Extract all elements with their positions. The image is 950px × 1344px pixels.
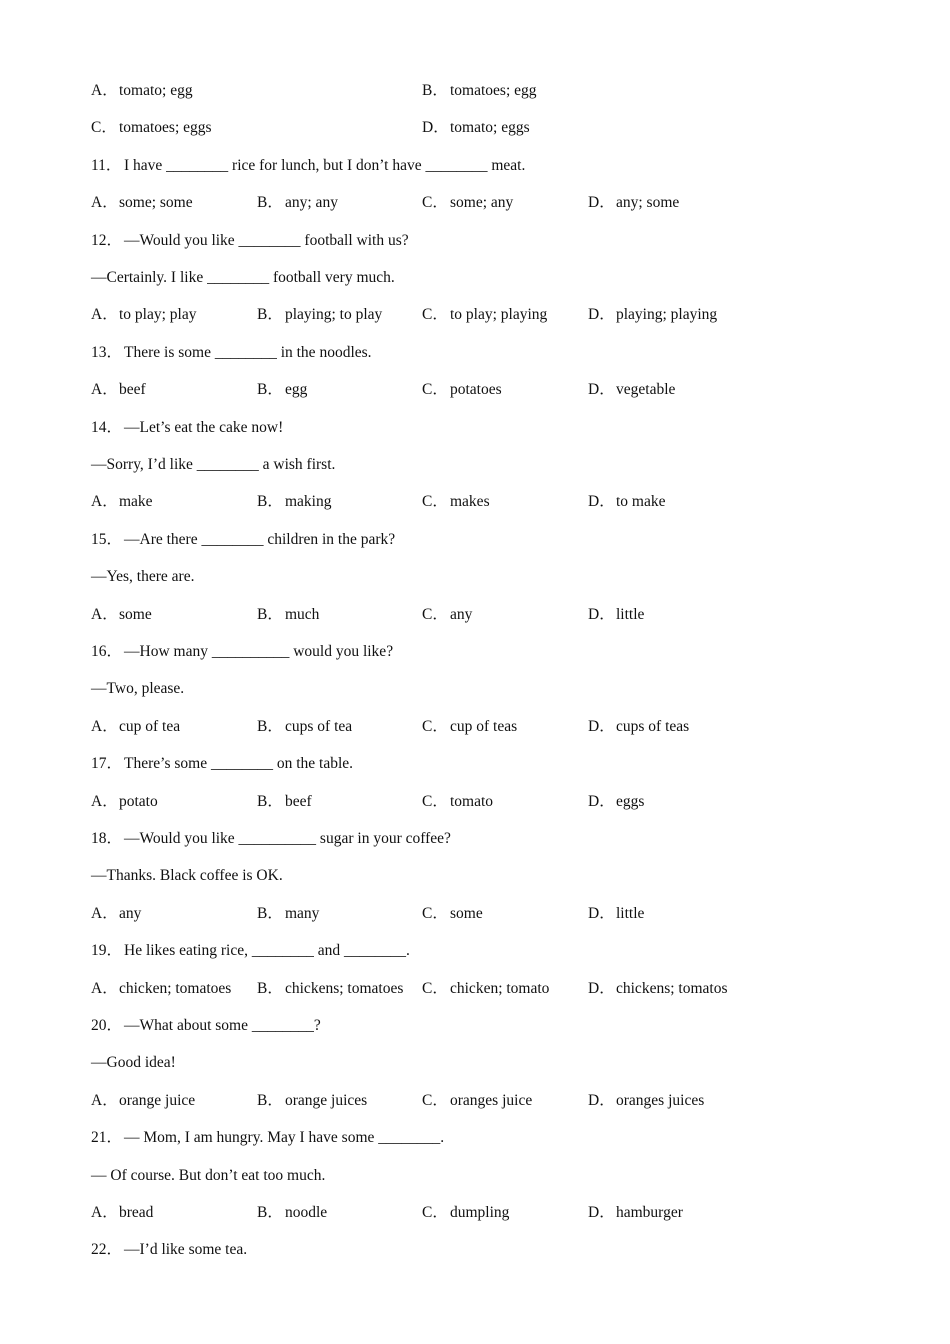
option-letter: C． xyxy=(422,306,448,324)
option-text: orange juices xyxy=(285,1091,368,1109)
option-text: to make xyxy=(616,493,666,511)
option-letter: B． xyxy=(257,605,283,623)
option-letter: A． xyxy=(91,381,118,399)
option-letter: A． xyxy=(91,306,118,324)
option-letter: D． xyxy=(588,717,615,735)
option-text: chickens; tomatos xyxy=(616,979,728,997)
option-text: tomato; eggs xyxy=(450,119,530,137)
option-letter: A． xyxy=(91,1091,118,1109)
option-text: tomato xyxy=(450,792,494,810)
answer-option xyxy=(422,192,513,214)
question-number: 21． xyxy=(91,1129,123,1147)
dialogue-text: —Yes, there are. xyxy=(91,568,195,586)
option-letter: C． xyxy=(422,1204,448,1221)
question-stem xyxy=(91,529,395,551)
option-letter: A． xyxy=(91,493,118,511)
answer-option xyxy=(588,192,679,214)
question-text: He likes eating rice, ________ and ________. xyxy=(124,942,410,960)
option-text: hamburger xyxy=(616,1204,683,1221)
answer-option xyxy=(422,379,502,401)
answer-option xyxy=(91,1202,153,1224)
answer-option xyxy=(588,716,689,738)
option-text: vegetable xyxy=(616,381,676,399)
answer-option xyxy=(257,491,332,513)
answer-option xyxy=(257,791,312,813)
option-letter: C． xyxy=(422,1091,448,1109)
answer-option xyxy=(422,903,483,925)
answer-option xyxy=(588,379,675,401)
option-text: some xyxy=(119,605,152,623)
option-letter: B． xyxy=(257,904,283,922)
question-number: 11． xyxy=(91,156,122,174)
option-letter: A． xyxy=(91,717,118,735)
option-text: make xyxy=(119,493,153,511)
option-letter: D． xyxy=(588,1091,615,1109)
answer-option xyxy=(588,903,644,925)
option-letter: A． xyxy=(91,1204,118,1221)
answer-option xyxy=(257,604,319,626)
answer-option xyxy=(588,304,717,326)
option-text: cups of tea xyxy=(285,717,353,735)
answer-option xyxy=(422,1202,509,1224)
answer-option xyxy=(91,379,146,401)
option-letter: B． xyxy=(257,194,283,212)
answer-option xyxy=(91,1090,195,1112)
question-text: —Would you like __________ sugar in your coffee? xyxy=(124,830,451,847)
option-text: some xyxy=(450,904,483,922)
answer-option xyxy=(588,604,644,626)
question-number: 16． xyxy=(91,643,123,660)
option-text: any; any xyxy=(285,194,338,212)
question-text: —Are there ________ children in the park? xyxy=(124,530,396,548)
option-text: tomato; egg xyxy=(119,82,193,99)
question-text: —I’d like some tea. xyxy=(124,1241,248,1259)
option-letter: C． xyxy=(91,119,117,137)
answer-option xyxy=(91,604,152,626)
dialogue-text: —Certainly. I like ________ football very much. xyxy=(91,269,395,286)
option-text: orange juice xyxy=(119,1091,196,1109)
answer-option xyxy=(588,978,728,1000)
option-text: bread xyxy=(119,1204,154,1221)
answer-option xyxy=(422,1090,532,1112)
option-text: to play; play xyxy=(119,306,197,324)
dialogue-line xyxy=(91,454,335,476)
option-text: chicken; tomatoes xyxy=(119,979,232,997)
answer-option xyxy=(422,978,549,1000)
answer-option xyxy=(422,791,493,813)
dialogue-line xyxy=(91,566,194,588)
answer-option xyxy=(91,491,153,513)
option-letter: B． xyxy=(257,1091,283,1109)
option-text: tomatoes; eggs xyxy=(119,119,212,137)
option-letter: D． xyxy=(588,493,615,511)
option-letter: B． xyxy=(257,306,283,324)
dialogue-text: — Of course. But don’t eat too much. xyxy=(91,1166,326,1184)
option-text: potato xyxy=(119,792,158,810)
option-letter: D． xyxy=(588,605,615,623)
question-stem xyxy=(91,417,283,439)
option-text: beef xyxy=(119,381,146,399)
option-text: makes xyxy=(450,493,490,511)
answer-option xyxy=(422,716,517,738)
question-stem xyxy=(91,828,451,850)
question-number: 22． xyxy=(91,1241,123,1259)
dialogue-text: —Sorry, I’d like ________ a wish first. xyxy=(91,456,336,473)
option-text: some; any xyxy=(450,194,514,212)
answer-option xyxy=(422,80,537,102)
answer-option xyxy=(422,604,472,626)
answer-option xyxy=(91,117,212,139)
question-stem xyxy=(91,940,410,962)
option-letter: B． xyxy=(257,1204,283,1221)
answer-option xyxy=(588,491,666,513)
answer-option xyxy=(588,791,644,813)
option-text: many xyxy=(285,904,320,922)
option-letter: A． xyxy=(91,605,118,623)
question-stem xyxy=(91,641,393,663)
option-letter: B． xyxy=(257,717,283,735)
option-text: little xyxy=(616,904,645,922)
option-text: cup of tea xyxy=(119,717,181,735)
option-letter: D． xyxy=(588,306,615,324)
question-number: 14． xyxy=(91,418,123,436)
option-text: some; some xyxy=(119,194,193,212)
option-letter: C． xyxy=(422,904,448,922)
answer-option xyxy=(257,716,352,738)
question-text: There is some ________ in the noodles. xyxy=(124,343,372,361)
answer-option xyxy=(257,379,307,401)
answer-option xyxy=(588,1090,704,1112)
option-letter: D． xyxy=(588,792,615,810)
option-text: any; some xyxy=(616,194,680,212)
option-text: tomatoes; egg xyxy=(450,82,537,99)
option-text: noodle xyxy=(285,1204,328,1221)
dialogue-line xyxy=(91,678,184,700)
option-text: oranges juice xyxy=(450,1091,533,1109)
option-text: egg xyxy=(285,381,308,399)
answer-option xyxy=(257,304,382,326)
answer-option xyxy=(422,117,530,139)
question-number: 19． xyxy=(91,942,123,960)
option-letter: C． xyxy=(422,194,448,212)
option-letter: D． xyxy=(588,194,615,212)
option-letter: D． xyxy=(422,119,449,137)
option-text: oranges juices xyxy=(616,1091,705,1109)
answer-option xyxy=(91,192,193,214)
option-letter: C． xyxy=(422,717,448,735)
question-number: 18． xyxy=(91,830,123,847)
option-text: cups of teas xyxy=(616,717,690,735)
question-text: —Would you like ________ football with us? xyxy=(124,231,409,249)
option-letter: A． xyxy=(91,194,118,212)
answer-option xyxy=(257,903,319,925)
dialogue-line xyxy=(91,1165,325,1187)
question-number: 17． xyxy=(91,755,123,773)
answer-option xyxy=(422,491,490,513)
option-text: to play; playing xyxy=(450,306,548,324)
dialogue-line xyxy=(91,1052,176,1074)
option-letter: D． xyxy=(588,381,615,399)
question-text: —Let’s eat the cake now! xyxy=(124,418,284,436)
option-text: any xyxy=(119,904,142,922)
question-stem xyxy=(91,1239,247,1261)
option-text: eggs xyxy=(616,792,645,810)
option-text: cup of teas xyxy=(450,717,518,735)
dialogue-text: —Thanks. Black coffee is OK. xyxy=(91,867,283,885)
question-stem xyxy=(91,155,525,177)
question-text: —How many __________ would you like? xyxy=(124,643,394,660)
answer-option xyxy=(257,978,403,1000)
option-text: playing; to play xyxy=(285,306,383,324)
dialogue-text: —Good idea! xyxy=(91,1054,176,1072)
question-number: 12． xyxy=(91,231,123,249)
question-text: I have ________ rice for lunch, but I don’t have ________ meat. xyxy=(124,156,526,174)
option-letter: B． xyxy=(257,792,283,810)
question-number: 13． xyxy=(91,343,123,361)
option-letter: A． xyxy=(91,82,118,99)
question-text: There’s some ________ on the table. xyxy=(124,755,354,773)
option-letter: B． xyxy=(257,979,283,997)
answer-option xyxy=(91,903,141,925)
dialogue-line xyxy=(91,267,395,289)
question-stem xyxy=(91,1127,444,1149)
option-letter: B． xyxy=(422,82,448,99)
answer-option xyxy=(91,304,197,326)
option-letter: A． xyxy=(91,979,118,997)
option-text: potatoes xyxy=(450,381,502,399)
question-number: 15． xyxy=(91,530,123,548)
option-letter: C． xyxy=(422,381,448,399)
answer-option xyxy=(257,1090,367,1112)
answer-option xyxy=(422,304,547,326)
option-letter: D． xyxy=(588,1204,615,1221)
answer-option xyxy=(91,716,180,738)
answer-option xyxy=(588,1202,683,1224)
option-letter: A． xyxy=(91,904,118,922)
answer-option xyxy=(91,80,193,102)
option-letter: B． xyxy=(257,493,283,511)
option-text: little xyxy=(616,605,645,623)
option-letter: A． xyxy=(91,792,118,810)
option-letter: C． xyxy=(422,979,448,997)
option-letter: C． xyxy=(422,605,448,623)
question-stem xyxy=(91,230,409,252)
question-text: —What about some ________? xyxy=(124,1017,321,1034)
answer-option xyxy=(257,1202,327,1224)
dialogue-text: —Two, please. xyxy=(91,680,185,698)
option-text: making xyxy=(285,493,332,511)
option-text: much xyxy=(285,605,320,623)
option-letter: D． xyxy=(588,904,615,922)
option-letter: D． xyxy=(588,979,615,997)
dialogue-line xyxy=(91,865,283,887)
option-text: playing; playing xyxy=(616,306,718,324)
question-stem xyxy=(91,1015,321,1037)
option-letter: C． xyxy=(422,792,448,810)
option-text: chicken; tomato xyxy=(450,979,550,997)
option-text: beef xyxy=(285,792,312,810)
question-stem xyxy=(91,342,372,364)
option-text: any xyxy=(450,605,473,623)
option-text: dumpling xyxy=(450,1204,510,1221)
option-letter: C． xyxy=(422,493,448,511)
question-text: — Mom, I am hungry. May I have some ________. xyxy=(124,1129,445,1147)
option-letter: B． xyxy=(257,381,283,399)
question-stem xyxy=(91,753,353,775)
answer-option xyxy=(91,791,158,813)
question-number: 20． xyxy=(91,1017,123,1034)
option-text: chickens; tomatoes xyxy=(285,979,404,997)
answer-option xyxy=(91,978,231,1000)
answer-option xyxy=(257,192,338,214)
